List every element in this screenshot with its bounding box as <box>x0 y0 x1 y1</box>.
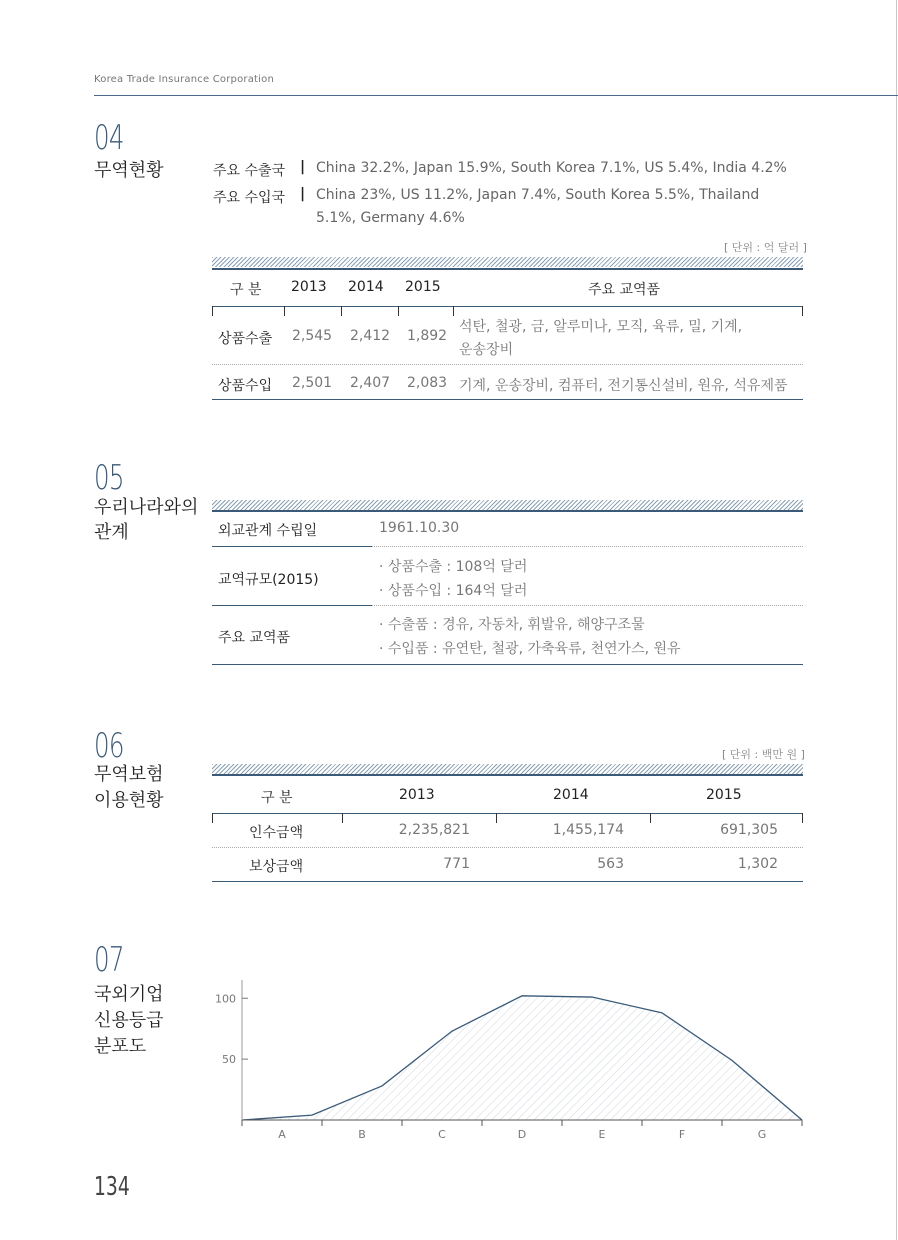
s06-row1-label: 인수금액 <box>249 825 304 841</box>
s04-tick <box>453 306 454 316</box>
s04-th-2015: 2015 <box>405 279 441 295</box>
import-countries-value-1: China 23%, US 11.2%, Japan 7.4%, South Korea 5.5%, Thailand <box>316 187 760 203</box>
s04-th-items: 주요 교역품 <box>588 282 661 298</box>
s04-th-2014: 2014 <box>348 279 384 295</box>
import-countries-label: 주요 수입국 <box>213 190 286 206</box>
section-06-title-2: 이용현황 <box>94 790 164 811</box>
s04-top-rule <box>212 268 803 270</box>
s06-th-2015: 2015 <box>706 787 742 803</box>
s06-row2-label: 보상금액 <box>249 859 304 875</box>
chart-y-tick-label: 100 <box>215 992 236 1006</box>
s06-unit-note: [ 단위 : 백만 원 ] <box>722 748 805 761</box>
chart-x-tick-label: A <box>278 1128 286 1141</box>
s04-row1-2014: 2,412 <box>350 328 391 344</box>
s04-row1-2015: 1,892 <box>407 328 448 344</box>
s06-row2-2015: 1,302 <box>737 856 778 872</box>
s04-tick <box>398 306 399 316</box>
s06-th-2013: 2013 <box>399 787 435 803</box>
s04-row2-2013: 2,501 <box>292 375 333 391</box>
chart-x-tick-label: D <box>517 1128 527 1141</box>
s04-tick <box>802 306 803 316</box>
s04-row2-label: 상품수입 <box>218 378 273 394</box>
s04-row1-items-2: 운송장비 <box>459 342 514 358</box>
s06-top-rule <box>212 774 803 776</box>
s05-row3-line1: · 수출품 : 경유, 자동차, 휘발유, 해양구조물 <box>379 617 645 633</box>
s05-bottom-rule <box>212 664 803 665</box>
s05-row-divider <box>372 605 803 606</box>
s06-tick <box>802 813 803 823</box>
s04-hatch-bar <box>212 257 803 267</box>
import-countries-value-2: 5.1%, Germany 4.6% <box>316 210 465 226</box>
s05-row-divider <box>372 546 803 547</box>
s06-hatch-bar <box>212 764 803 774</box>
section-07-title-2: 신용등급 <box>94 1010 164 1031</box>
s04-row1-items-1: 석탄, 철광, 금, 알루미나, 모직, 육류, 밀, 기계, <box>459 319 743 335</box>
s04-unit-note: [ 단위 : 억 달러 ] <box>724 241 807 254</box>
s06-header-rule <box>212 813 803 814</box>
section-06-number: 06 <box>94 726 124 766</box>
s04-row1-2013: 2,545 <box>292 328 333 344</box>
s05-row3-label: 주요 교역품 <box>218 630 291 646</box>
chart-area-fill <box>242 996 802 1120</box>
s05-row1-label: 외교관계 수립일 <box>218 523 318 539</box>
s04-th-2013: 2013 <box>291 279 327 295</box>
s06-row1-2013: 2,235,821 <box>398 822 470 838</box>
section-05-title-2: 관계 <box>94 522 129 543</box>
s05-top-rule <box>212 510 803 512</box>
header-divider <box>94 95 898 96</box>
s06-row2-2014: 563 <box>597 856 624 872</box>
chart-x-tick-label: G <box>757 1128 767 1141</box>
section-04-title: 무역현황 <box>94 160 164 181</box>
s05-row1-value: 1961.10.30 <box>379 520 460 536</box>
section-07-number: 07 <box>94 940 124 980</box>
s04-tick <box>341 306 342 316</box>
export-countries-value: China 32.2%, Japan 15.9%, South Korea 7.1%, US 5.4%, India 4.2% <box>316 160 787 176</box>
export-separator: | <box>300 159 306 175</box>
s05-hatch-bar <box>212 500 803 510</box>
s05-row2-line1: · 상품수출 : 108억 달러 <box>379 559 528 575</box>
s04-row2-2015: 2,083 <box>407 375 448 391</box>
header-org: Korea Trade Insurance Corporation <box>94 74 274 85</box>
s04-bottom-rule <box>212 399 803 400</box>
page-edge-rule <box>896 0 897 1240</box>
s06-bottom-rule <box>212 881 803 882</box>
chart-x-tick-label: F <box>678 1128 686 1141</box>
s04-row1-label: 상품수출 <box>218 331 273 347</box>
s04-header-rule <box>212 306 803 307</box>
s04-th-category: 구 분 <box>230 282 262 298</box>
s05-label-rule <box>212 605 372 606</box>
s04-tick <box>284 306 285 316</box>
chart-x-tick-label: B <box>358 1128 366 1141</box>
export-countries-label: 주요 수출국 <box>213 163 286 179</box>
s04-row2-2014: 2,407 <box>350 375 391 391</box>
s06-row1-2014: 1,455,174 <box>552 822 624 838</box>
s06-row1-2015: 691,305 <box>720 822 778 838</box>
chart-x-tick-label: C <box>438 1128 446 1141</box>
s06-tick <box>212 813 213 823</box>
s05-label-rule <box>212 546 372 547</box>
credit-rating-chart <box>200 970 820 1150</box>
section-07-title-3: 분포도 <box>94 1036 147 1057</box>
chart-x-tick-label: E <box>598 1128 606 1141</box>
s06-row2-2013: 771 <box>443 856 470 872</box>
s06-row-divider <box>212 847 803 848</box>
page-number: 134 <box>94 1172 130 1202</box>
import-separator: | <box>300 186 306 202</box>
s06-th-2014: 2014 <box>553 787 589 803</box>
section-05-number: 05 <box>94 458 124 498</box>
chart-y-tick-label: 50 <box>222 1053 236 1067</box>
s06-th-category: 구 분 <box>261 790 293 806</box>
s04-row2-items-1: 기계, 운송장비, 컴퓨터, 전기통신설비, 원유, 석유제품 <box>459 378 788 394</box>
section-04-number: 04 <box>94 118 124 158</box>
section-06-title-1: 무역보험 <box>94 764 164 785</box>
s05-row2-line2: · 상품수입 : 164억 달러 <box>379 583 528 599</box>
s05-row2-label: 교역규모(2015) <box>218 572 319 588</box>
s04-row-divider <box>212 364 803 365</box>
s04-tick <box>212 306 213 316</box>
section-07-title-1: 국외기업 <box>94 984 164 1005</box>
section-05-title-1: 우리나라와의 <box>94 497 199 518</box>
s05-row3-line2: · 수입품 : 유연탄, 철광, 가축육류, 천연가스, 원유 <box>379 641 681 657</box>
